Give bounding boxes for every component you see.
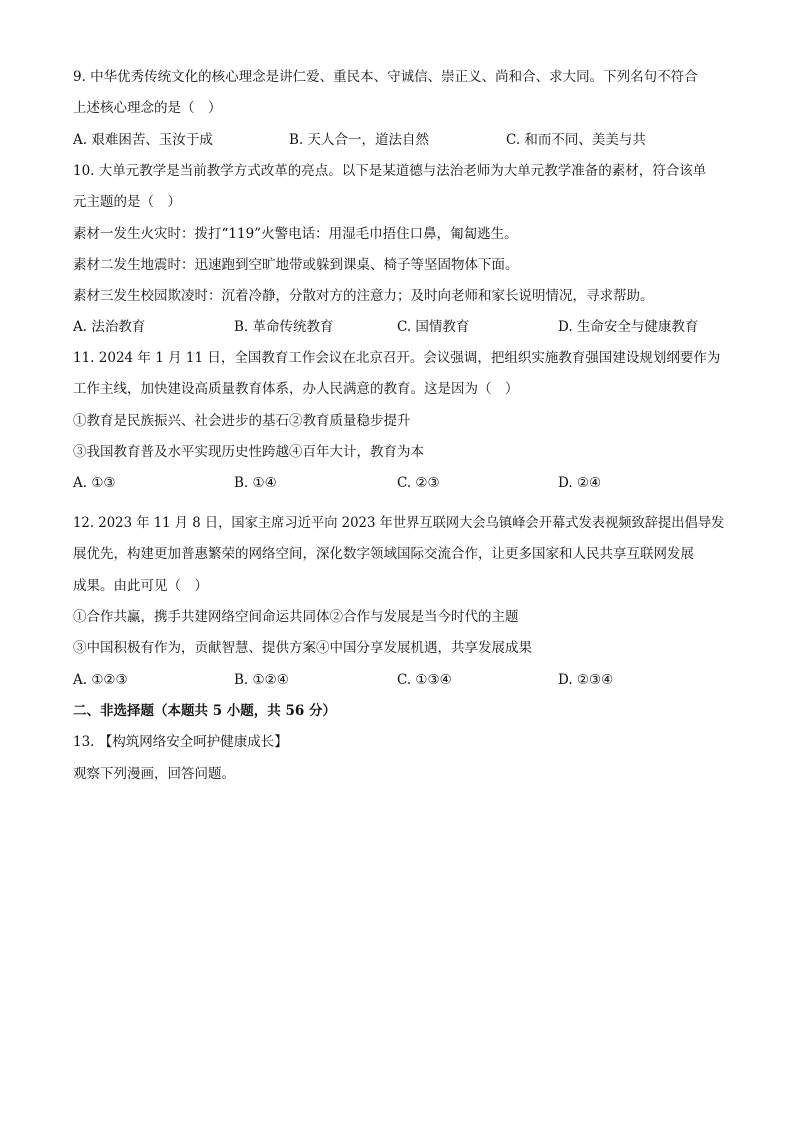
q9-option-b: B. 天人合一，道法自然 (289, 132, 430, 148)
q9-option-c: C. 和而不同、美美与共 (506, 132, 646, 148)
q12-statements-2: ③中国积极有作为，贡献智慧、提供方案④中国分享发展机遇，共享发展成果 (73, 640, 532, 656)
section2-heading: 二、非选择题（本题共 5 小题，共 56 分） (73, 703, 336, 719)
q9-option-a: A. 艰难困苦、玉汝于成 (73, 132, 213, 148)
q10-option-a: A. 法治教育 (73, 319, 146, 335)
q11-statements-2: ③我国教育普及水平实现历史性跨越④百年大计，教育为本 (73, 444, 424, 460)
q11-option-d: D. ②④ (558, 475, 602, 491)
q12-stem-line-3: 成果。由此可见（ ） (73, 578, 208, 594)
q11-stem-line-2: 工作主线，加快建设高质量教育体系，办人民满意的教育。这是因为（ ） (73, 381, 519, 397)
q11-option-c: C. ②③ (397, 475, 440, 491)
q12-stem-line-1: 12. 2023 年 11 月 8 日，国家主席习近平向 2023 年世界互联网大会乌镇峰会开幕式发表视频致辞提出倡导发 (73, 515, 725, 531)
q13-title: 13. 【构筑网络安全呵护健康成长】 (73, 734, 288, 750)
q9-stem-line-2: 上述核心理念的是（ ） (73, 100, 222, 116)
q9-stem-line-1: 9. 中华优秀传统文化的核心理念是讲仁爱、重民本、守诚信、崇正义、尚和合、求大同。下列名句不符合 (73, 69, 698, 85)
q12-option-c: C. ①③④ (397, 672, 452, 688)
q11-option-b: B. ①④ (234, 475, 277, 491)
q10-material-2: 素材二发生地震时：迅速跑到空旷地带或躲到课桌、椅子等坚固物体下面。 (73, 257, 519, 273)
q10-stem-line-1: 10. 大单元教学是当前教学方式改革的亮点。以下是某道德与法治老师为大单元教学准备的素材，符合该单 (73, 163, 707, 179)
q12-stem-line-2: 展优先，构建更加普惠繁荣的网络空间，深化数字领域国际交流合作，让更多国家和人民共享互联网发展 (73, 546, 694, 562)
q10-material-1: 素材一发生火灾时：拨打“119”火警电话：用湿毛巾捂住口鼻，匍匐逃生。 (73, 226, 518, 242)
q10-option-b: B. 革命传统教育 (234, 319, 334, 335)
q12-statements-1: ①合作共赢，携手共建网络空间命运共同体②合作与发展是当今时代的主题 (73, 609, 519, 625)
q12-option-d: D. ②③④ (558, 672, 614, 688)
q11-statements-1: ①教育是民族振兴、社会进步的基石②教育质量稳步提升 (73, 413, 411, 429)
q10-stem-line-2: 元主题的是（ ） (73, 194, 181, 210)
q10-option-d: D. 生命安全与健康教育 (558, 319, 699, 335)
q12-option-b: B. ①②④ (234, 672, 289, 688)
q11-stem-line-1: 11. 2024 年 1 月 11 日，全国教育工作会议在北京召开。会议强调，把组织实施教育强国建设规划纲要作为 (73, 350, 721, 366)
q13-instruction: 观察下列漫画，回答问题。 (73, 766, 235, 782)
q12-option-a: A. ①②③ (73, 672, 128, 688)
q11-option-a: A. ①③ (73, 475, 116, 491)
q10-material-3: 素材三发生校园欺凌时：沉着冷静，分散对方的注意力；及时向老师和家长说明情况，寻求帮助。 (73, 288, 654, 304)
q10-option-c: C. 国情教育 (397, 319, 470, 335)
